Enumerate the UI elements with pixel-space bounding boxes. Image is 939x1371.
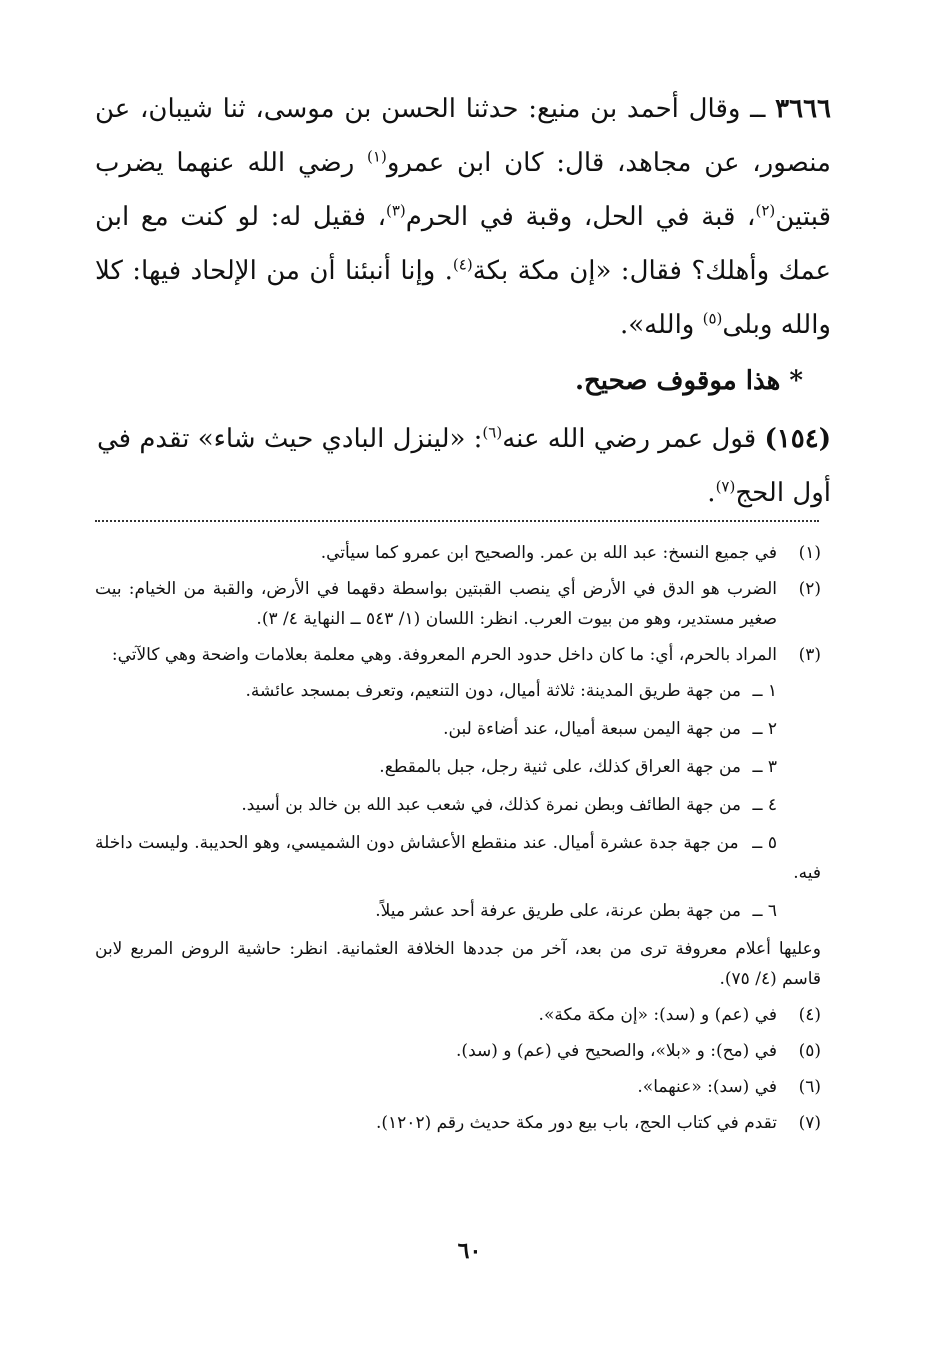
- footnote-ref-5[interactable]: (٥): [702, 309, 723, 328]
- footnote-number: (٥): [798, 1041, 821, 1061]
- list-item-text: من جهة الطائف وبطن نمرة كذلك، في شعب عبد الله بن خالد بن أسيد.: [241, 795, 741, 815]
- list-item-text: من جهة بطن عرنة، على طريق عرفة أحد عشر ميلاً.: [375, 901, 741, 921]
- section-text: قول عمر رضي الله عنه: [502, 424, 765, 454]
- verdict-line: * هذا موقوف صحيح.: [574, 366, 803, 396]
- footnote-3-continuation: وعليها أعلام معروفة ترى من بعد، آخر من جددها الخلافة العثمانية. انظر: حاشية الروض المربع لابن قاسم (٤/ ٧٥).: [95, 939, 821, 989]
- section-text: .: [707, 478, 716, 508]
- list-item: [95, 714, 777, 744]
- hadith-number: ٣٦٦٦: [775, 94, 831, 124]
- section-number: (١٥٤): [764, 424, 831, 454]
- list-item: [95, 828, 821, 888]
- boundary-list: [95, 676, 821, 926]
- footnote-text: في جميع النسخ: عبد الله بن عمر. والصحيح ابن عمرو كما سيأتي.: [320, 543, 777, 563]
- list-item: [95, 790, 777, 820]
- footnote-number: (٧): [798, 1113, 821, 1133]
- list-item-text: من جهة طريق المدينة: ثلاثة أميال، دون التنعيم، وتعرف بمسجد عائشة.: [245, 681, 741, 701]
- footnote-5: [95, 1036, 821, 1066]
- footnote-number: (٤): [798, 1005, 821, 1025]
- footnote-6: [95, 1072, 821, 1102]
- list-item-number: ٦ ــ: [752, 901, 777, 921]
- footnote-text: في (مح): و «بلا»، والصحيح في (عم) و (سد).: [456, 1041, 777, 1061]
- footnote-text: المراد بالحرم، أي: ما كان داخل حدود الحرم المعروفة. وهي معلمة بعلامات واضحة وهي كالآتي:: [111, 645, 777, 665]
- hadith-text: رضي الله عنهما يضرب قبتين: [95, 148, 831, 232]
- footnote-divider: [95, 510, 819, 522]
- footnote-1: [95, 538, 821, 568]
- footnote-ref-4[interactable]: (٤): [452, 255, 473, 274]
- footnote-7: [95, 1108, 821, 1138]
- hadith-text: ، قبة في الحل، وقبة في الحرم: [405, 202, 756, 232]
- list-item: [95, 752, 777, 782]
- footnotes: [95, 538, 821, 1144]
- footnote-number: (٦): [798, 1077, 821, 1097]
- footnote-number: (١): [798, 543, 821, 563]
- hadith-text: ، فقيل له: لو كنت مع ابن عمك وأهلك؟ فقال: «إن مكة بكة: [95, 202, 831, 286]
- footnote-ref-2[interactable]: (٢): [755, 201, 776, 220]
- list-item-text: من جهة اليمن سبعة أميال، عند أضاءة لبن.: [443, 719, 741, 739]
- list-item: [95, 896, 777, 926]
- footnote-ref-3[interactable]: (٣): [385, 201, 406, 220]
- list-item-text: من جهة جدة عشرة أميال. عند منقطع الأعشاش دون الشميسي، وهو الحديبة. وليست داخلة فيه.: [95, 833, 821, 883]
- list-item-number: ٣ ــ: [752, 757, 777, 777]
- hadith-text: والله».: [619, 310, 703, 340]
- footnote-number: (٣): [798, 645, 821, 665]
- list-item: [95, 676, 777, 706]
- hadith-text: ــ وقال أحمد بن منيع: حدثنا الحسن بن موسى، ثنا شيبان، عن منصور، عن مجاهد، قال: كان ابن عمرو: [95, 94, 831, 178]
- section-paragraph: [95, 412, 831, 520]
- list-item-number: ١ ــ: [752, 681, 777, 701]
- list-item-number: ٥ ــ: [752, 833, 777, 853]
- footnote-ref-1[interactable]: (١): [367, 147, 387, 166]
- footnote-text: تقدم في كتاب الحج، باب بيع دور مكة حديث رقم (١٢٠٢).: [376, 1113, 777, 1133]
- footnote-2: [95, 574, 821, 634]
- list-item-number: ٤ ــ: [752, 795, 777, 815]
- page-number: ٦٠: [457, 1238, 482, 1264]
- list-item-number: ٢ ــ: [752, 719, 777, 739]
- footnote-text: في (سد): «عنهما».: [637, 1077, 777, 1097]
- footnote-number: (٢): [798, 579, 821, 599]
- footnote-text: الضرب هو الدق في الأرض أي ينصب القبتين بواسطة دقهما في الأرض، والقبة من الخيام: بيت صغير مستدير، وهو من بيوت العرب. انظر: اللسان (١/ ٥٤٣ ــ النهاية ٤/ ٣).: [95, 579, 777, 629]
- footnote-ref-6[interactable]: (٦): [482, 423, 503, 442]
- list-item-text: من جهة العراق كذلك، على ثنية رجل، جبل بالمقطع.: [379, 757, 741, 777]
- section-text: : «لينزل البادي حيث شاء» تقدم في أول الحج: [96, 424, 831, 508]
- main-text: [95, 82, 831, 520]
- hadith-paragraph: [95, 82, 831, 352]
- footnote-text: في (عم) و (سد): «إن مكة مكة».: [538, 1005, 777, 1025]
- footnote-ref-7[interactable]: (٧): [715, 477, 736, 496]
- hadith-text: . وإنا أنبئنا أن من الإلحاد فيها: كلا والله وبلى: [95, 256, 831, 340]
- footnote-4: [95, 1000, 821, 1030]
- footnote-3: [95, 640, 821, 670]
